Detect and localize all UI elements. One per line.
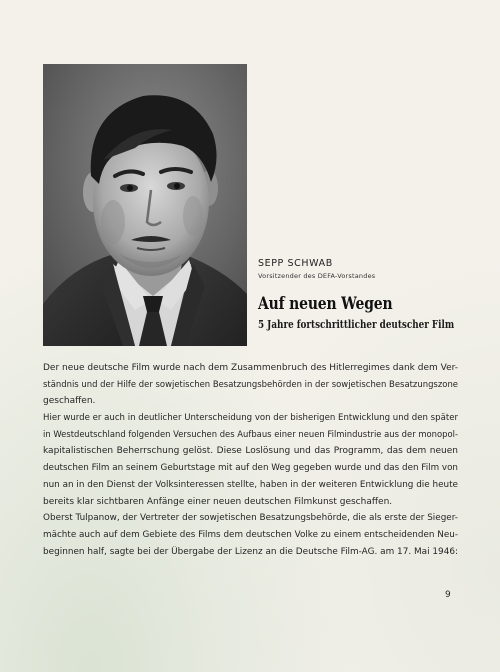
article-subtitle: 5 Jahre fortschrittlicher deutscher Film	[258, 318, 455, 331]
author-name: SEPP SCHWAB	[258, 258, 333, 269]
body-line: bereits klar sichtbaren Anfänge einer neuen deutschen Filmkunst geschaffen.	[43, 496, 393, 507]
article-body	[43, 360, 458, 560]
article-title: Auf neuen Wegen	[258, 294, 393, 314]
body-line: beginnen half, sagte bei der Übergabe der Lizenz an die Deutsche Film-AG. am 17. Mai 1946:	[43, 546, 458, 557]
body-line: in Westdeutschland folgenden Versuchen des Aufbaus einer neuen Filmindustrie aus der monopol-	[43, 429, 458, 440]
body-line: Oberst Tulpanow, der Vertreter der sowjetischen Besatzungsbehörde, die als erste der Sieger-	[43, 513, 458, 524]
body-line: kapitalistischen Beherrschung gelöst. Diese Loslösung und das Programm, das dem neuen	[43, 446, 458, 457]
body-line: mächte auch auf dem Gebiete des Films dem deutschen Volke zu einem entscheidenden Neu-	[43, 529, 458, 540]
page-number: 9	[445, 590, 451, 600]
author-role: Vorsitzender des DEFA-Vorstandes	[258, 272, 376, 280]
body-line: Hier wurde er auch in deutlicher Unterscheidung von der bisherigen Entwicklung und den später	[43, 413, 458, 424]
author-portrait-photo	[43, 64, 247, 346]
body-line: ständnis und der Hilfe der sowjetischen Besatzungsbehörden in der sowjetischen Besatzungszone	[43, 379, 458, 390]
body-line: nun an in den Dienst der Volksinteressen stellte, haben in der weiteren Entwicklung die heute	[43, 479, 458, 490]
body-line: Der neue deutsche Film wurde nach dem Zusammenbruch des Hitlerregimes dank dem Ver-	[43, 363, 458, 373]
body-line: deutschen Film an seinem Geburtstage mit auf den Weg gegeben wurde und das den Film von	[43, 463, 458, 474]
body-line: geschaffen.	[43, 396, 96, 407]
